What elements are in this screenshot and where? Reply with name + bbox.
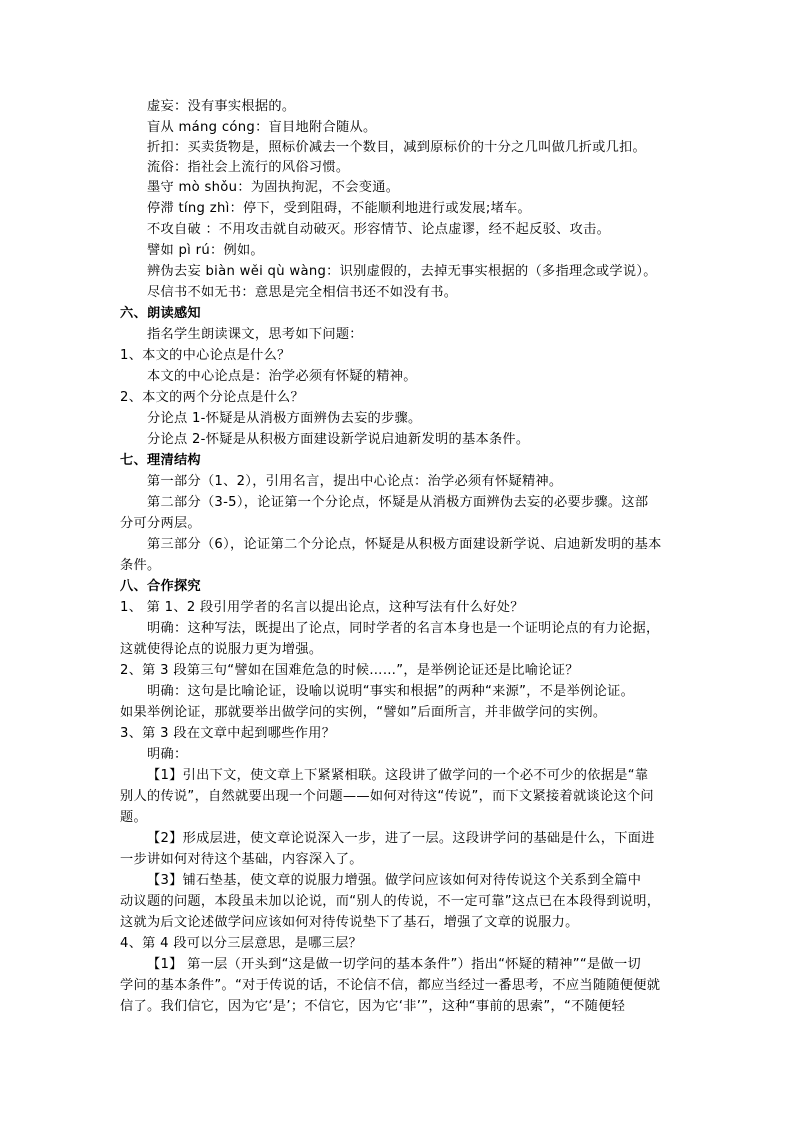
section8-answer-1-line1: 明确：这种写法，既提出了论点，同时学者的名言本身也是一个证明论点的有力论据，	[147, 621, 660, 636]
section8-answer-3-intro: 明确：	[147, 747, 188, 762]
section8-answer-3-p2-line2: 一步讲如何对待这个基础，内容深入了。	[120, 852, 363, 867]
section8-answer-3-p1-line2: 别人的传说”，自然就要出现一个问题——如何对待这“传说”，而下文紧接着就谈论这个问	[120, 789, 654, 804]
section8-answer-3-p3-line3: 这就为后文论述做学问应该如何对待传说垫下了基石，增强了文章的说服力。	[120, 915, 579, 930]
section8-answer-4-line1: 【1】 第一层（开头到“这是做一切学问的基本条件”）指出“怀疑的精神”“是做一切	[147, 957, 641, 972]
vocab-item-8: 譬如 pì rú：例如。	[147, 243, 264, 258]
vocab-item-3: 折扣：买卖货物是，照标价减去一个数目，减到原标价的十分之几叫做几折或几扣。	[147, 140, 647, 155]
section6-answer-2b: 分论点 2-怀疑是从积极方面建设新学说启迪新发明的基本条件。	[147, 432, 530, 447]
section8-answer-3-p2-line1: 【2】形成层进，使文章论说深入一步，进了一层。这段讲学问的基础是什么，下面进	[147, 831, 655, 846]
vocab-item-6: 停滞 tíng zhì：停下，受到阻碍，不能顺利地进行或发展;堵车。	[147, 201, 532, 216]
vocab-item-9: 辨伪去妄 biàn wěi qù wàng：识别虚假的，去掉无事实根据的（多指理念或学说）。	[147, 264, 657, 279]
section8-question-1: 1、 第 1、2 段引用学者的名言以提出论点，这种写法有什么好处？	[120, 600, 524, 615]
section8-answer-3-p3-line1: 【3】铺石垫基，使文章的说服力增强。做学问应该如何对待传说这个关系到全篇中	[147, 873, 642, 888]
vocab-item-2: 盲从 máng cóng：盲目地附合随从。	[147, 120, 377, 135]
section7-part3-line1: 第三部分（6），论证第二个分论点，怀疑是从积极方面建设新学说、启迪新发明的基本	[147, 537, 662, 552]
section6-answer-2a: 分论点 1-怀疑是从消极方面辨伪去妄的步骤。	[147, 411, 422, 426]
section6-question-2: 2、本文的两个分论点是什么？	[120, 390, 305, 405]
vocab-item-7: 不攻自破 ：不用攻击就自动破灭。形容情节、论点虚谬，经不起反驳、攻击。	[147, 222, 611, 237]
section8-answer-3-p1-line3: 题。	[120, 810, 147, 825]
vocab-item-10: 尽信书不如无书：意思是完全相信书还不如没有书。	[147, 285, 458, 300]
section7-part3-line2: 条件。	[120, 558, 161, 573]
section8-answer-2-line2: 如果举例论证，那就要举出做学问的实例，“譬如”后面所言，并非做学问的实例。	[120, 705, 607, 720]
section8-question-3: 3、第 3 段在文章中起到哪些作用？	[120, 726, 336, 741]
section8-question-4: 4、第 4 段可以分三层意思，是哪三层？	[120, 936, 363, 951]
section-heading-7: 七、理清结构	[120, 453, 201, 468]
section-heading-6: 六、朗读感知	[120, 306, 201, 321]
vocab-item-1: 虚妄：没有事实根据的。	[147, 99, 296, 114]
section8-answer-2-line1: 明确：这句是比喻论证，设喻以说明“事实和根据”的两种“来源”，不是举例论证。	[147, 684, 635, 699]
section-heading-8: 八、合作探究	[120, 579, 201, 594]
section8-question-2: 2、第 3 段第三句“譬如在国难危急的时候……”，是举例论证还是比喻论证？	[120, 663, 579, 678]
section6-answer-1: 本文的中心论点是：治学必须有怀疑的精神。	[147, 369, 417, 384]
vocab-item-5: 墨守 mò shǒu：为固执拘泥，不会变通。	[147, 180, 400, 195]
vocab-item-4: 流俗：指社会上流行的风俗习惯。	[147, 160, 350, 175]
section8-answer-3-p1-line1: 【1】引出下文，使文章上下紧紧相联。这段讲了做学问的一个必不可少的依据是“靠	[147, 768, 649, 783]
section8-answer-4-line3: 信了。我们信它，因为它‘是’；不信它，因为它‘非’”，这种“事前的思索”，“不随便轻	[120, 999, 626, 1014]
section8-answer-1-line2: 这就使得论点的说服力更为增强。	[120, 642, 323, 657]
section7-part2-line1: 第二部分（3-5），论证第一个分论点，怀疑是从消极方面辨伪去妄的必要步骤。这部	[147, 495, 649, 510]
section7-part2-line2: 分可分两层。	[120, 516, 201, 531]
section8-answer-4-line2: 学问的基本条件”。“对于传说的话，不论信不信，都应当经过一番思考，不应当随随便便就	[120, 978, 661, 993]
section8-answer-3-p3-line2: 动议题的问题，本段虽未加以论说，而“别人的传说，不一定可靠”这点已在本段得到说明，	[120, 894, 661, 909]
section6-question-1: 1、本文的中心论点是什么？	[120, 348, 291, 363]
section6-intro: 指名学生朗读课文，思考如下问题：	[147, 327, 363, 342]
section7-part1: 第一部分（1、2），引用名言，提出中心论点：治学必须有怀疑精神。	[147, 474, 563, 489]
